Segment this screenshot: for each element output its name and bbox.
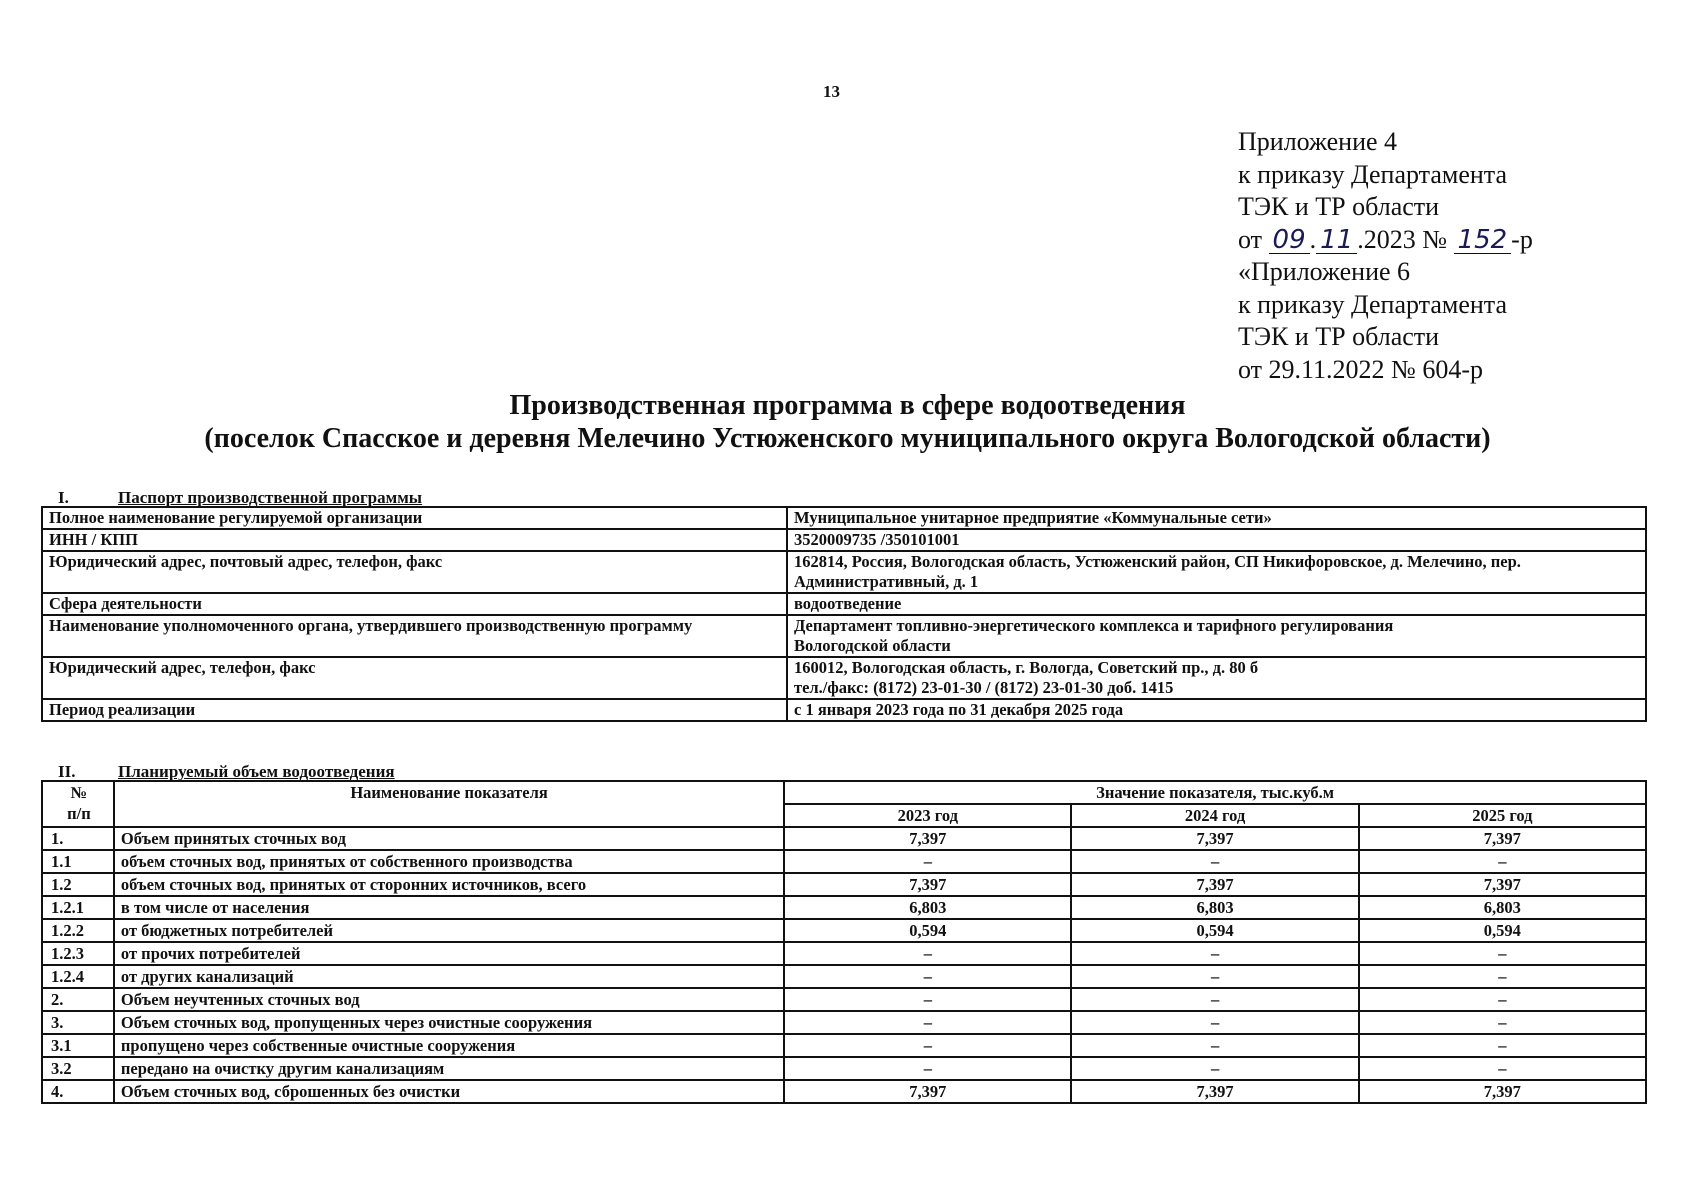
annex-line: ТЭК и ТР области [1238,192,1440,221]
passport-value-line: 160012, Вологодская область, г. Вологда, Советский пр., д. 80 б [794,658,1259,677]
table-row [42,1034,1646,1057]
date-separator: . [1309,224,1317,254]
row-indicator-name: Объем сточных вод, сброшенных без очистки [114,1080,784,1103]
table-row [42,507,1646,529]
row-number: 1. [42,827,114,850]
passport-value-line: Муниципальное унитарное предприятие «Коммунальные сети» [794,508,1272,527]
passport-value-line: водоотведение [794,594,902,613]
passport-value-line: 162814, Россия, Вологодская область, Устюженский район, СП Никифоровское, д. Мелечино, пер. [794,552,1521,571]
table-row [42,657,1646,699]
row-value: 0,594 [1359,919,1646,942]
passport-label: Наименование уполномоченного органа, утвердившего производственную программу [42,615,787,657]
table-row [42,1080,1646,1103]
row-number: 4. [42,1080,114,1103]
row-indicator-name: Объем принятых сточных вод [114,827,784,850]
passport-value [787,507,1646,529]
passport-value [787,529,1646,551]
row-value: – [1071,988,1358,1011]
row-indicator-name: в том числе от населения [114,896,784,919]
header-num-line: п/п [67,804,91,823]
row-number: 1.2.1 [42,896,114,919]
table-row [42,593,1646,615]
document-title [0,389,1695,455]
handwritten-order-number: 152 [1454,227,1512,254]
table-row [42,896,1646,919]
row-number: 1.1 [42,850,114,873]
row-value: 7,397 [784,1080,1071,1103]
row-value: 7,397 [1071,873,1358,896]
passport-value-line: Вологодской области [794,636,951,655]
header-num [42,781,114,827]
table-row [42,1011,1646,1034]
row-value: – [1359,1034,1646,1057]
passport-label: Юридический адрес, почтовый адрес, телефон, факс [42,551,787,593]
annex-line: от 29.11.2022 № 604-р [1238,354,1484,384]
row-value: 6,803 [1359,896,1646,919]
row-value: 6,803 [784,896,1071,919]
row-number: 3.2 [42,1057,114,1080]
date-year: .2023 № [1357,224,1448,254]
annex-line: Приложение 4 [1238,127,1398,156]
table-row [42,873,1646,896]
row-value: 0,594 [784,919,1071,942]
row-value: – [1359,988,1646,1011]
passport-value-line: Департамент топливно-энергетического комплекса и тарифного регулирования [794,616,1394,635]
row-value: 0,594 [1071,919,1358,942]
row-indicator-name: от прочих потребителей [114,942,784,965]
row-indicator-name: объем сточных вод, принятых от собственного производства [114,850,784,873]
row-value: – [1071,1034,1358,1057]
row-value: – [784,1034,1071,1057]
section-heading [58,762,395,781]
section-title: Планируемый объем водоотведения [118,762,395,781]
annex-line: ТЭК и ТР области [1238,322,1440,351]
row-value: – [1071,850,1358,873]
row-value: – [1071,965,1358,988]
volume-table [41,780,1647,1104]
header-year: 2025 год [1359,804,1646,827]
passport-table [41,506,1647,722]
row-value: – [1359,1057,1646,1080]
row-value: – [1071,1011,1358,1034]
row-value: 7,397 [1359,1080,1646,1103]
passport-value-line: тел./факс: (8172) 23-01-30 / (8172) 23-01-30 доб. 1415 [794,678,1174,697]
passport-value [787,615,1646,657]
passport-label: Юридический адрес, телефон, факс [42,657,787,699]
row-value: – [1359,850,1646,873]
row-value: – [1071,1057,1358,1080]
row-value: 7,397 [1359,827,1646,850]
passport-value [787,699,1646,721]
passport-value [787,657,1646,699]
table-row [42,699,1646,721]
row-value: – [784,965,1071,988]
annex-block [1238,126,1533,386]
header-year: 2024 год [1071,804,1358,827]
title-line: Производственная программа в сфере водоотведения [509,390,1186,421]
page-number: 13 [823,82,840,101]
row-value: – [1359,942,1646,965]
row-value: 7,397 [784,827,1071,850]
table-row [42,1057,1646,1080]
row-number: 1.2.2 [42,919,114,942]
passport-value-line: Административный, д. 1 [794,572,979,591]
row-value: – [1071,942,1358,965]
annex-date-line [1238,224,1533,257]
table-row [42,827,1646,850]
passport-value-line: с 1 января 2023 года по 31 декабря 2025 года [794,700,1124,719]
table-row [42,942,1646,965]
header-num-line: № [70,783,88,802]
passport-label: Полное наименование регулируемой организации [42,507,787,529]
row-value: 7,397 [784,873,1071,896]
order-suffix: -р [1511,224,1533,254]
table-row [42,615,1646,657]
row-indicator-name: Объем неучтенных сточных вод [114,988,784,1011]
handwritten-month: 11 [1316,227,1357,254]
section-number: II. [58,762,76,781]
row-number: 1.2.3 [42,942,114,965]
passport-label: ИНН / КПП [42,529,787,551]
annex-line: к приказу Департамента [1238,289,1508,319]
row-number: 2. [42,988,114,1011]
row-value: – [784,1011,1071,1034]
row-value: – [784,942,1071,965]
table-row [42,919,1646,942]
row-value: – [1359,1011,1646,1034]
section-heading [58,488,422,507]
row-value: 7,397 [1071,1080,1358,1103]
header-value-group: Значение показателя, тыс.куб.м [784,781,1646,804]
date-prefix: от [1238,224,1263,254]
row-value: – [784,850,1071,873]
row-indicator-name: от бюджетных потребителей [114,919,784,942]
annex-line: к приказу Департамента [1238,159,1508,189]
row-value: 7,397 [1359,873,1646,896]
row-number: 3.1 [42,1034,114,1057]
title-line: (поселок Спасское и деревня Мелечино Устюженского муниципального округа Вологодской области) [204,423,1491,454]
passport-value-line: 3520009735 /350101001 [794,530,960,549]
row-value: 7,397 [1071,827,1358,850]
table-row [42,965,1646,988]
row-indicator-name: объем сточных вод, принятых от сторонних источников, всего [114,873,784,896]
row-value: 6,803 [1071,896,1358,919]
row-indicator-name: Объем сточных вод, пропущенных через очистные сооружения [114,1011,784,1034]
passport-value [787,551,1646,593]
table-row [42,551,1646,593]
row-number: 3. [42,1011,114,1034]
header-year: 2023 год [784,804,1071,827]
passport-value [787,593,1646,615]
header-name: Наименование показателя [114,781,784,827]
row-indicator-name: пропущено через собственные очистные сооружения [114,1034,784,1057]
row-number: 1.2 [42,873,114,896]
section-number: I. [58,488,69,507]
row-number: 1.2.4 [42,965,114,988]
passport-label: Период реализации [42,699,787,721]
table-row [42,850,1646,873]
passport-label: Сфера деятельности [42,593,787,615]
row-value: – [784,1057,1071,1080]
section-title: Паспорт производственной программы [118,488,423,507]
row-value: – [1359,965,1646,988]
annex-line: «Приложение 6 [1238,257,1411,286]
handwritten-day: 09 [1269,227,1310,254]
row-value: – [784,988,1071,1011]
row-indicator-name: от других канализаций [114,965,784,988]
table-row [42,988,1646,1011]
table-row [42,529,1646,551]
row-indicator-name: передано на очистку другим канализациям [114,1057,784,1080]
table-header-row [42,781,1646,804]
